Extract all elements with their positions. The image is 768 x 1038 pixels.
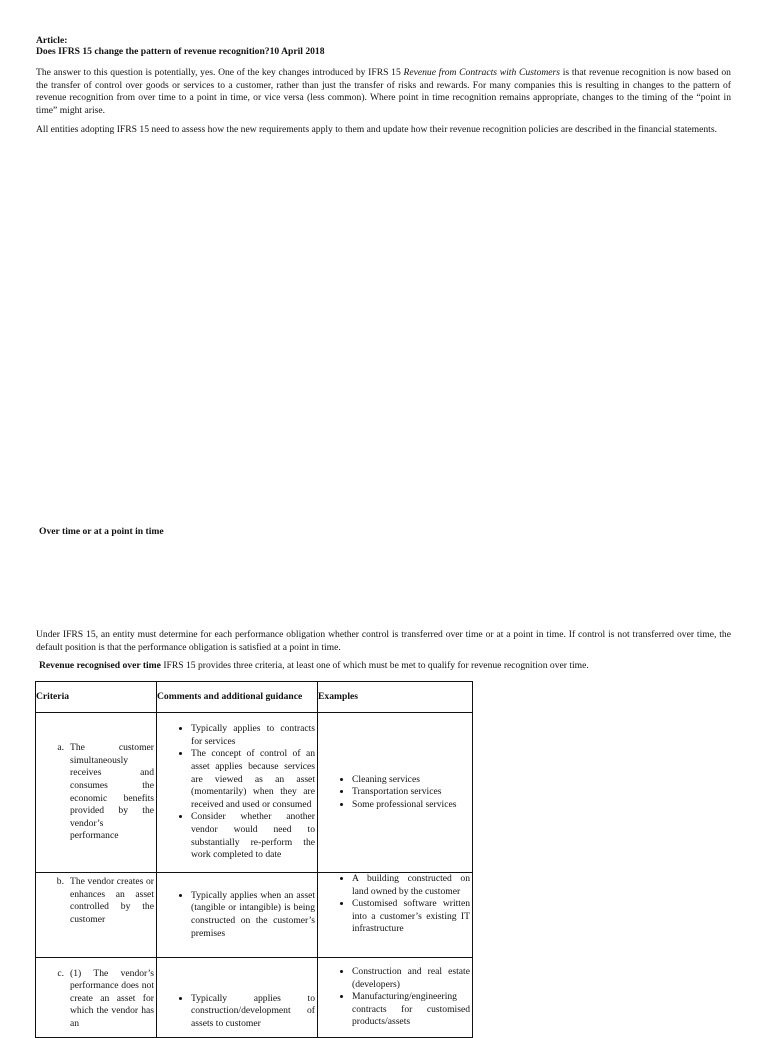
header-examples: Examples	[318, 682, 473, 713]
list-item: • Typically applies when an asset (tangible or intangible) is being constructed on the customer’s premises	[191, 890, 315, 940]
table-row	[36, 958, 473, 1038]
list-item: • Manufacturing/engineering contracts for customised products/assets	[352, 991, 470, 1029]
list-item: • Customised software written into a customer’s existing IT infrastructure	[352, 898, 470, 936]
intro-paragraph: The answer to this question is potentially, yes. One of the key changes introduced by IFRS 15 Revenue from Contracts with Customers is that revenue recognition is now based on the transfer of control over goods or services to a customer, rather than just the transfer of risks and rewards. For many companies this is resulting in changes to the pattern of revenue recognition from over time to a point in time, or vice versa (less common). Where point in time recognition remains appropriate, changes to the timing of the “point in time” might arise.	[36, 67, 731, 116]
adoption-paragraph: All entities adopting IFRS 15 need to assess how the new requirements apply to them and update how their revenue recognition policies are described in the financial statements.	[36, 124, 717, 135]
examples-cell	[318, 958, 473, 1038]
guidance-cell	[157, 873, 318, 958]
criteria-letter: b.	[56, 876, 64, 887]
criteria-cell	[36, 713, 157, 873]
examples-cell	[318, 713, 473, 873]
list-item: • Typically applies to construction/development of assets to customer	[191, 993, 315, 1031]
header-criteria: Criteria	[36, 682, 157, 713]
criteria-letter: a.	[57, 742, 64, 754]
guidance-cell	[157, 958, 318, 1038]
criteria-text: The vendor creates or enhances an asset controlled by the customer	[70, 876, 154, 925]
list-item: • The concept of control of an asset applies because services are viewed as an asset (momentarily) when they are received and used or consumed	[191, 748, 315, 811]
criteria-letter: c.	[57, 967, 64, 979]
criteria-text: (1) The vendor’s performance does not create an asset for which the vendor has an	[70, 967, 154, 1029]
header-guidance: Comments and additional guidance	[157, 682, 318, 713]
criteria-cell	[36, 873, 157, 958]
standard-title-italic: Revenue from Contracts with Customers	[403, 67, 561, 78]
control-paragraph: Under IFRS 15, an entity must determine for each performance obligation whether control is transferred over time or at a point in time. If control is not transferred over time, the default position is that the performance obligation is satisfied at a point in time.	[36, 629, 731, 653]
list-item: • Some professional services	[352, 799, 470, 812]
table-row	[36, 713, 473, 873]
list-item: • Typically applies to contracts for services	[191, 723, 315, 748]
criteria-text: The customer simultaneously receives and consumes the economic benefits provided by the vendor’s performance	[70, 742, 154, 842]
list-item: • Transportation services	[352, 786, 470, 799]
list-item: • Cleaning services	[352, 774, 470, 787]
criteria-intro-bold: Revenue recognised over time	[39, 660, 161, 671]
table-row	[36, 873, 473, 958]
criteria-intro-paragraph: Revenue recognised over time IFRS 15 provides three criteria, at least one of which must be met to qualify for revenue recognition over time.	[39, 660, 589, 671]
article-title: Does IFRS 15 change the pattern of revenue recognition?10 April 2018	[36, 46, 325, 57]
table-header-row	[36, 682, 473, 713]
guidance-cell	[157, 713, 318, 873]
section-heading: Over time or at a point in time	[39, 526, 164, 537]
list-item: • Construction and real estate (developers)	[352, 966, 470, 991]
list-item: • Consider whether another vendor would need to substantially re-perform the work completed to date	[191, 811, 315, 861]
list-item: • A building constructed on land owned by the customer	[352, 873, 470, 898]
examples-cell	[318, 873, 473, 958]
criteria-cell	[36, 958, 157, 1038]
article-label: Article:	[36, 35, 68, 46]
criteria-table	[35, 681, 473, 1038]
